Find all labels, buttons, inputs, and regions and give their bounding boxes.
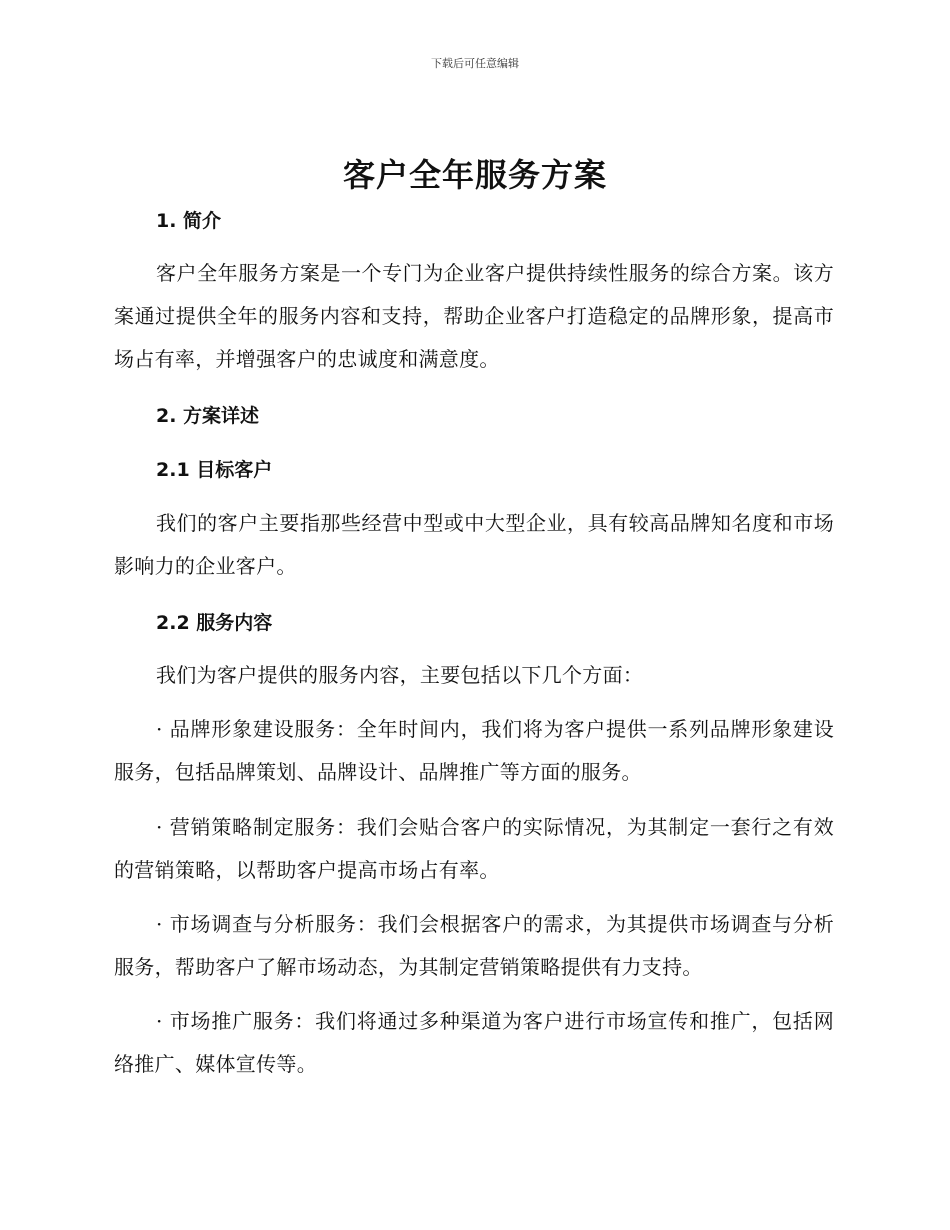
section-heading-details: 2. 方案详述: [156, 405, 260, 427]
section-heading-intro: 1. 简介: [156, 210, 222, 232]
paragraph-service-intro: 我们为客户提供的服务内容，主要包括以下几个方面：: [156, 663, 644, 687]
header-note: 下载后可任意编辑: [431, 57, 519, 70]
document-title: 客户全年服务方案: [342, 156, 607, 194]
bullet-brand-image: · 品牌形象建设服务：全年时间内，我们将为客户提供一系列品牌形象建设服务，包括品牌策划、品牌设计、品牌推广等方面的服务。: [114, 717, 834, 784]
section-heading-service-content: 2.2 服务内容: [156, 612, 273, 634]
section-heading-target-customers: 2.1 目标客户: [156, 459, 273, 481]
bullet-marketing-strategy: · 营销策略制定服务：我们会贴合客户的实际情况，为其制定一套行之有效的营销策略，以帮助客户提高市场占有率。: [114, 815, 834, 882]
bullet-market-research: · 市场调查与分析服务：我们会根据客户的需求，为其提供市场调查与分析服务，帮助客户了解市场动态，为其制定营销策略提供有力支持。: [114, 912, 834, 979]
bullet-market-promotion: · 市场推广服务：我们将通过多种渠道为客户进行市场宣传和推广，包括网络推广、媒体宣传等。: [114, 1009, 834, 1076]
paragraph-intro: 客户全年服务方案是一个专门为企业客户提供持续性服务的综合方案。该方案通过提供全年的服务内容和支持，帮助企业客户打造稳定的品牌形象，提高市场占有率，并增强客户的忠诚度和满意度。: [114, 261, 834, 371]
paragraph-target-customers: 我们的客户主要指那些经营中型或中大型企业，具有较高品牌知名度和市场影响力的企业客户。: [114, 511, 834, 578]
